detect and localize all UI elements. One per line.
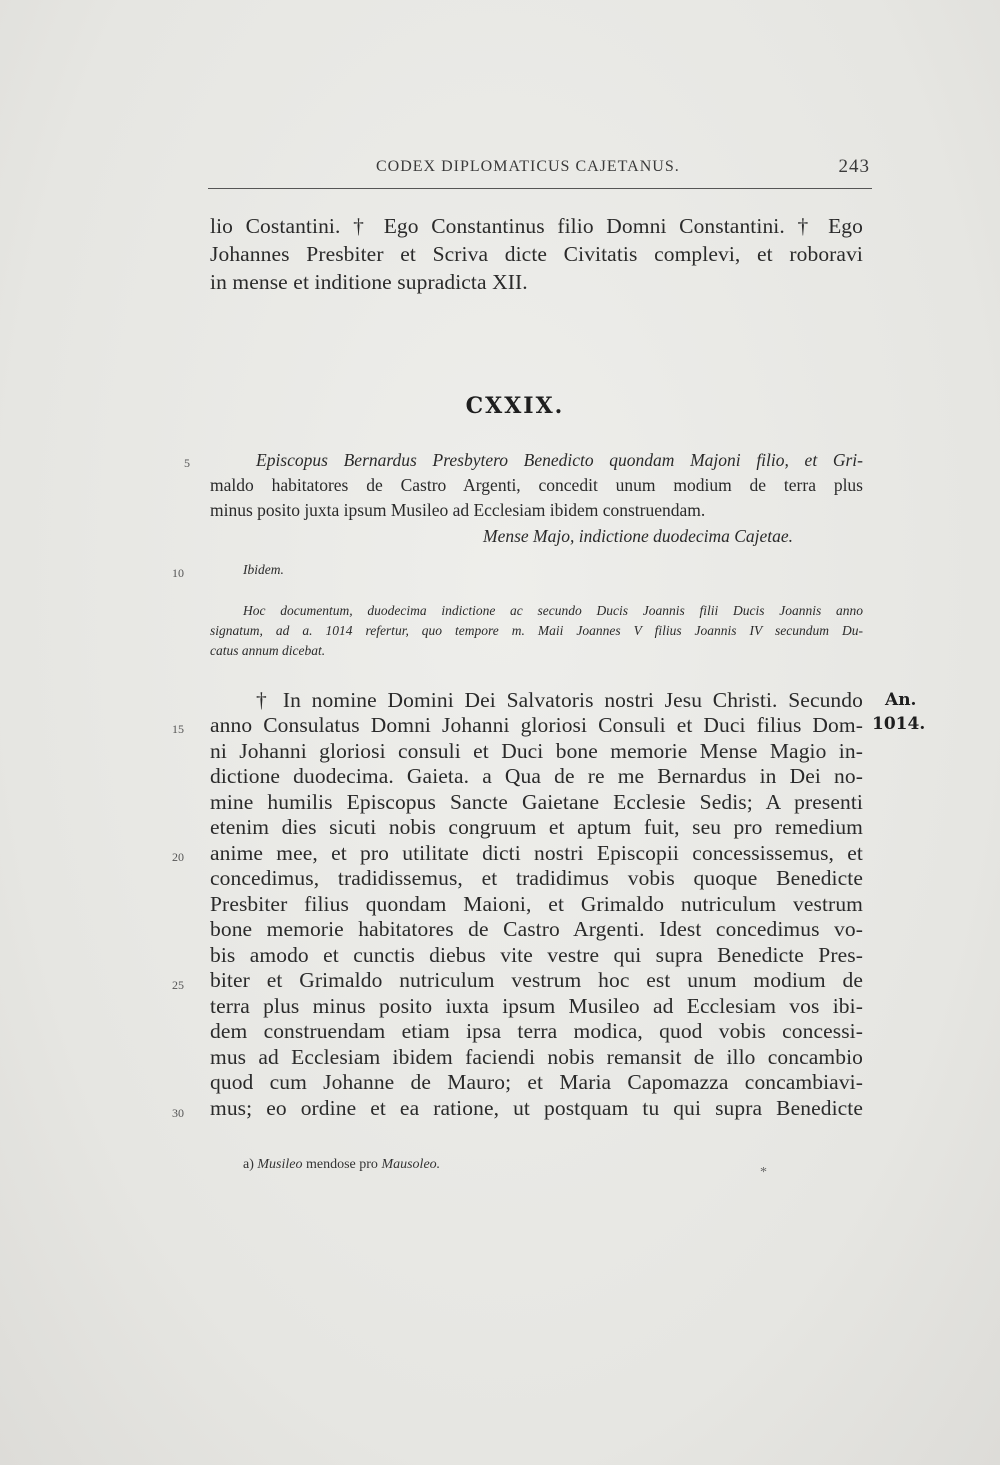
summary-line: minus posito juxta ipsum Musileo ad Ecclesiam ibidem construendam. xyxy=(210,500,706,520)
line-number: 5 xyxy=(184,456,190,470)
editorial-note-line: catus annum dicebat. xyxy=(210,643,326,658)
body-line: † In nomine Domini Dei Salvatoris nostri Jesu Christi. Secundo xyxy=(256,688,863,712)
margin-year: 1014. xyxy=(872,714,926,734)
footnote-marker: a) xyxy=(243,1157,254,1172)
body-line: anime mee, et pro utilitate dicti nostri Episcopii concessissemus, et xyxy=(210,841,863,865)
line-number: 25 xyxy=(172,978,184,992)
line-number: 10 xyxy=(172,566,184,580)
body-line: biter et Grimaldo nutriculum vestrum hoc est unum modium de xyxy=(210,968,863,992)
body-line: etenim dies sicuti nobis congruum et aptum fuit, seu pro remedium xyxy=(210,815,863,839)
body-line: mine humilis Episcopus Sancte Gaietane Ecclesie Sedis; A presenti xyxy=(210,790,863,814)
section-title: CXXIX. xyxy=(465,393,565,419)
editorial-note-line: Hoc documentum, duodecima indictione ac secundo Ducis Joannis filii Ducis Joannis anno xyxy=(243,603,863,618)
body-line: mus ad Ecclesiam ibidem faciendi nobis remansit de illo concambio xyxy=(210,1045,863,1069)
body-line: terra plus minus posito iuxta ipsum Musileo ad Ecclesiam vos ibi- xyxy=(210,994,863,1018)
footnote-correction: Mausoleo. xyxy=(381,1157,441,1172)
running-title: CODEX DIPLOMATICUS CAJETANUS. xyxy=(376,158,680,175)
footnote xyxy=(243,1157,440,1173)
body-line: bis amodo et cunctis diebus vite vestre qui supra Benedicte Pres- xyxy=(210,943,863,967)
body-line: quod cum Johanne de Mauro; et Maria Capomazza concambiavi- xyxy=(210,1070,863,1094)
page-number: 243 xyxy=(838,156,870,177)
body-line: ni Johanni gloriosi consuli et Duci bone memorie Mense Magio in- xyxy=(210,739,863,763)
summary-line xyxy=(210,450,863,471)
document-date: Mense Majo, indictione duodecima Cajetae. xyxy=(483,526,794,546)
footnote-text: mendose pro xyxy=(306,1157,378,1172)
stray-mark: * xyxy=(760,1165,767,1180)
body-line: mus; eo ordine et ea ratione, ut postquam tu qui supra Benedicte xyxy=(210,1096,863,1120)
summary-text: Episcopus Bernardus Presbytero Benedicto quondam Majoni filio, et Gri- xyxy=(256,450,863,470)
body-line: dictione duodecima. Gaieta. a Qua de re me Bernardus in Dei no- xyxy=(210,764,863,788)
source-note: Ibidem. xyxy=(243,562,284,577)
body-line: Presbiter filius quondam Maioni, et Grimaldo nutriculum vestrum xyxy=(210,892,863,916)
body-line: dem construendam etiam ipsa terra modica, quod vobis concessi- xyxy=(210,1019,863,1043)
margin-an-label: An. xyxy=(885,690,917,710)
line-number: 15 xyxy=(172,722,184,736)
summary-line: maldo habitatores de Castro Argenti, concedit unum modium de terra plus xyxy=(210,475,863,495)
line-number: 30 xyxy=(172,1106,184,1120)
page-header xyxy=(208,158,872,189)
line-number: 20 xyxy=(172,850,184,864)
editorial-note-line: signatum, ad a. 1014 refertur, quo tempore m. Maii Joannes V filius Joannis IV secundum Du- xyxy=(210,623,863,638)
intro-line: lio Costantini. † Ego Constantinus filio Domni Constantini. † Ego xyxy=(210,214,863,238)
intro-line: in mense et inditione supradicta XII. xyxy=(210,270,528,294)
body-line: concedimus, tradidissemus, et tradidimus vobis quoque Benedicte xyxy=(210,866,863,890)
body-line: bone memorie habitatores de Castro Argenti. Idest concedimus vo- xyxy=(210,917,863,941)
intro-line: Johannes Presbiter et Scriva dicte Civitatis complevi, et roboravi xyxy=(210,242,863,266)
footnote-term: Musileo xyxy=(257,1157,303,1172)
body-line: anno Consulatus Domni Johanni gloriosi Consuli et Duci filius Dom- xyxy=(210,713,863,737)
